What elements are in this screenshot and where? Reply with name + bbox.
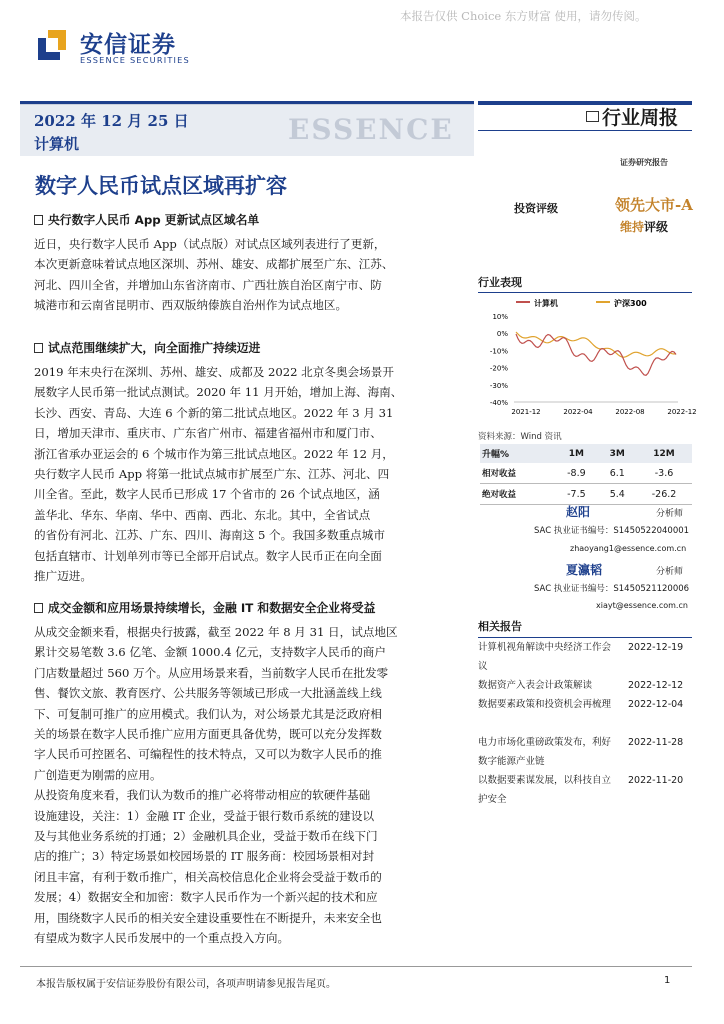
- rating-value: 领先大市-A: [615, 196, 693, 214]
- text-line: 的省份有河北、江苏、广东、四川、海南这 5 个。我国多数重点城市: [34, 528, 385, 543]
- row-label: 相对收益: [480, 463, 554, 484]
- y-tick-label: -20%: [489, 364, 508, 373]
- text-line: 央行数字人民币 App 将第一批试点城市扩展至广东、江苏、河北、四: [34, 467, 390, 482]
- table-header-row: [480, 444, 692, 463]
- analyst-sac-id: SAC 执业证书编号：S1450522040001: [534, 526, 690, 536]
- related-report-item[interactable]: [478, 638, 692, 676]
- text-line: 售、餐饮文旅、教育医疗、公共服务等领域已形成一大批涵盖线上线: [34, 686, 382, 701]
- section-heading-2: [34, 339, 260, 356]
- table-row: [480, 484, 692, 505]
- section-heading-1: [34, 211, 259, 228]
- performance-table: [480, 444, 692, 505]
- text-line: 闭且丰富，有利于数币推广，相关高校信息化企业将会受益于数币的: [34, 869, 382, 884]
- footer-disclaimer: 本报告版权属于安信证券股份有限公司，各项声明请参见报告尾页。: [36, 979, 336, 990]
- report-type: [586, 103, 678, 130]
- related-report-title[interactable]: 计算机视角解读中央经济工作会议: [478, 642, 612, 672]
- analyst-role: 分析师: [656, 509, 684, 519]
- analyst-email[interactable]: xiayt@essence.com.cn: [596, 601, 688, 610]
- table-cell: -7.5: [554, 484, 598, 505]
- x-axis: [511, 408, 696, 416]
- related-report-title[interactable]: 以数据要素谋发展，以科技自立护安全: [478, 775, 612, 805]
- text-line: 推广迈进。: [34, 569, 92, 584]
- text-line: 用，围绕数字人民币的相关安全建设重要性在不断提升，未来安全也: [34, 910, 382, 925]
- analyst-name: 赵阳: [566, 505, 591, 519]
- text-line: 字人民币可控匿名、可编程性的技术特点，又可以为数字人民币的推: [34, 747, 382, 762]
- related-report-title[interactable]: 数据要素政策和投资机会再梳理: [478, 699, 612, 710]
- watermark-text: 本报告仅供 Choice 东方财富 使用，请勿传阅。: [400, 9, 647, 23]
- analyst-name: 夏瀛韬: [566, 563, 603, 577]
- table-cell: -8.9: [554, 463, 598, 484]
- performance-chart: [478, 292, 697, 426]
- related-report-date: 2022-11-28: [628, 737, 684, 748]
- table-cell: -26.2: [636, 484, 692, 505]
- row-label: 绝对收益: [480, 484, 554, 505]
- section-heading-text: 试点范围继续扩大，向全面推广持续迈进: [48, 341, 261, 355]
- related-report-date: 2022-12-19: [628, 642, 684, 653]
- text-line: 浙江省承办亚运会的 6 个城市作为第三批试点地区。2022 年 12 月，: [34, 446, 394, 461]
- column-header: 升幅%: [480, 444, 554, 463]
- related-report-title[interactable]: 电力市场化重磅政策发布，利好数字能源产业链: [478, 737, 612, 767]
- text-line: 关的场景在数字人民币推广应用方面更具备优势，既可以充分发挥数: [34, 727, 382, 742]
- table-cell: 6.1: [598, 463, 636, 484]
- column-header: 12M: [636, 444, 692, 463]
- x-tick-label: 2022-12: [667, 408, 697, 416]
- report-date: 2022 年 12 月 25 日: [34, 112, 189, 130]
- text-line: 从投资角度来看，我们认为数币的推广必将带动相应的软硬件基础: [34, 788, 371, 803]
- text-line: 河北、四川全省，并增加山东省济南市、广西壮族自治区南宁市、防: [34, 277, 382, 292]
- text-line: 下、可复制可推广的应用模式。我们认为，对公场景尤其是泛政府相: [34, 706, 382, 721]
- text-line: 日，增加天津市、重庆市、广东省广州市、福建省福州市和厦门市、: [34, 426, 382, 441]
- trend-chart-icon: [586, 111, 599, 122]
- y-tick-label: -40%: [489, 399, 508, 407]
- section-bullet-icon: [34, 603, 43, 613]
- section-bullet-icon: [34, 343, 43, 353]
- related-report-date: 2022-12-04: [628, 699, 684, 710]
- x-tick-label: 2022-04: [563, 408, 593, 416]
- text-line: 广创造更为刚需的应用。: [34, 767, 162, 782]
- essence-logo-icon: [36, 28, 68, 62]
- table-cell: 5.4: [598, 484, 636, 505]
- column-header: 3M: [598, 444, 636, 463]
- related-report-item[interactable]: [478, 733, 692, 771]
- section-bullet-icon: [34, 215, 43, 225]
- section-heading-text: 成交金额和应用场景持续增长，金融 IT 和数据安全企业将受益: [48, 601, 376, 615]
- text-line: 包括直辖市、计划单列市等已全部开启试点。数字人民币正在向全面: [34, 548, 382, 563]
- y-tick-label: -10%: [489, 347, 508, 356]
- column-header: 1M: [554, 444, 598, 463]
- page-number: 1: [664, 975, 671, 986]
- text-line: 盖华北、华东、华南、华中、西南、西北、东北。其中，全省试点: [34, 507, 371, 522]
- text-line: 川全省。至此，数字人民币已形成 17 个省市的 26 个试点地区，涵: [34, 487, 380, 502]
- page-title: 数字人民币试点区域再扩容: [35, 173, 287, 198]
- data-source: 资料来源：Wind 资讯: [478, 432, 562, 442]
- text-line: 有望成为数字人民币发展中的一个重点投入方向。: [34, 931, 290, 946]
- report-sector: 计算机: [34, 135, 80, 153]
- text-line: 2019 年末央行在深圳、苏州、雄安、成都及 2022 北京冬奥会场景开: [34, 365, 394, 379]
- legend-label-csi300: 沪深300: [614, 299, 647, 308]
- related-report-item[interactable]: [478, 771, 692, 809]
- legend-label-computer: 计算机: [534, 299, 558, 308]
- x-tick-label: 2021-12: [511, 408, 541, 416]
- text-line: 长沙、西安、青岛、大连 6 个新的第二批试点地区。2022 年 3 月 31: [34, 405, 394, 420]
- rating-label: 投资评级: [514, 202, 558, 215]
- brand-name-en: ESSENCE SECURITIES: [80, 55, 190, 65]
- footer-rule: [20, 966, 692, 967]
- banner-watermark-logo: ESSENCE: [288, 113, 454, 146]
- text-line: 累计交易笔数 3.6 亿笔、金额 1000.4 亿元，支持数字人民币的商户: [34, 645, 386, 660]
- y-tick-label: -30%: [489, 381, 508, 390]
- text-line: 设施建设，关注：1）金融 IT 企业，受益于银行数币系统的建设以: [34, 808, 375, 823]
- brand-name-cn: 安信证券: [80, 32, 176, 58]
- analyst-sac-id: SAC 执业证书编号：S1450521120006: [534, 584, 690, 594]
- section-heading-text: 央行数字人民币 App 更新试点区域名单: [48, 213, 260, 227]
- rating-maintain: [620, 218, 668, 235]
- table-cell: -3.6: [636, 463, 692, 484]
- related-report-item[interactable]: [478, 676, 692, 695]
- section-heading-3: [34, 599, 375, 616]
- report-type-label: 行业周报: [602, 107, 679, 129]
- text-line: 本次更新意味着试点地区深圳、苏州、雄安、成都扩展至广东、江苏、: [34, 257, 394, 272]
- related-report-date: 2022-11-20: [628, 775, 684, 786]
- section-body-1: [34, 234, 464, 316]
- y-axis: [490, 313, 508, 407]
- related-report-item[interactable]: [478, 695, 692, 733]
- related-report-title[interactable]: 数据资产入表会计政策解读: [478, 680, 593, 691]
- analyst-email[interactable]: zhaoyang1@essence.com.cn: [570, 544, 687, 553]
- related-reports-heading: 相关报告: [478, 618, 692, 638]
- rating-maintain-suffix: 评级: [644, 220, 669, 234]
- text-line: 发展；4）数据安全和加密：数字人民币作为一个新兴起的技术和应: [34, 890, 378, 905]
- text-line: 展数字人民币第一批试点测试。2020 年 11 月开始，增加上海、海南、: [34, 385, 403, 400]
- text-line: 店的推广；3）特定场景如校园场景的 IT 服务商：校园场景相对封: [34, 849, 375, 864]
- sidebar-rule: [478, 130, 692, 131]
- table-row: [480, 463, 692, 484]
- report-subtitle: 证券研究报告: [620, 158, 668, 167]
- x-tick-label: 2022-08: [615, 408, 645, 416]
- text-line: 近日，央行数字人民币 App（试点版）对试点区域列表进行了更新，: [34, 237, 386, 251]
- analyst-role: 分析师: [656, 567, 684, 577]
- performance-heading: 行业表现: [478, 274, 692, 293]
- rating-maintain-word: 维持: [620, 220, 645, 234]
- y-tick-label: 10%: [492, 313, 508, 321]
- series-line-csi300: [516, 332, 676, 357]
- text-line: 门店数量超过 560 万个。从应用场景来看，当前数字人民币在批发零: [34, 665, 389, 680]
- section-body-3: [34, 622, 464, 949]
- related-report-date: 2022-12-12: [628, 680, 684, 691]
- y-tick-label: 0%: [496, 330, 508, 339]
- text-line: 从成交金额来看，根据央行披露，截至 2022 年 8 月 31 日，试点地区: [34, 625, 398, 639]
- text-line: 及与其他业务系统的打通；2）金融机具企业，受益于数币在线下门: [34, 829, 378, 844]
- header-banner: [20, 104, 474, 156]
- text-line: 城港市和云南省昆明市、西双版纳傣族自治州作为试点地区。: [34, 298, 348, 313]
- section-body-2: [34, 362, 464, 586]
